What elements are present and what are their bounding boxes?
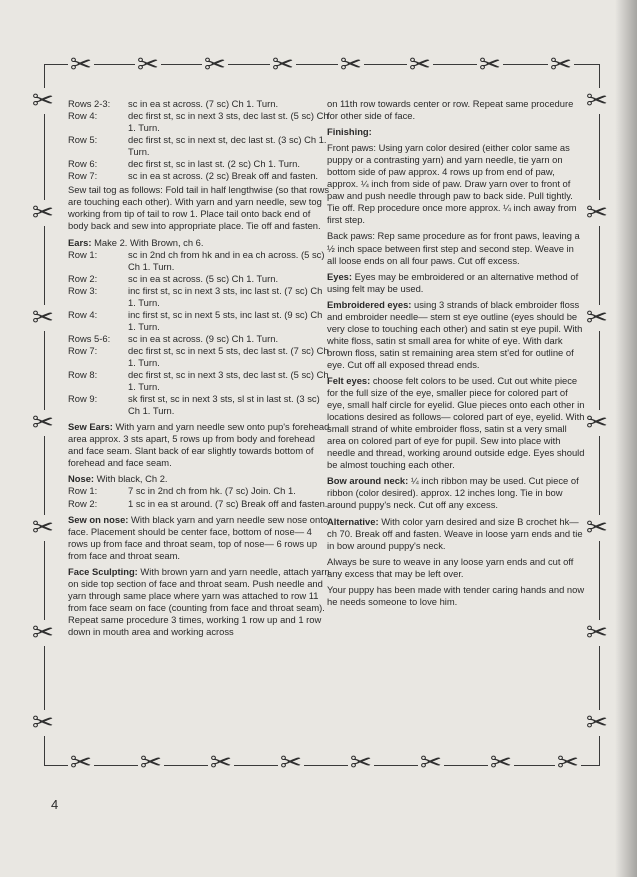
pattern-row: Row 4: inc first st, sc in next 5 sts, inc last st. (9 sc) Ch 1. Turn. [68,308,323,332]
eyes-section: Eyes: Eyes may be embroidered or an alternative method of using felt may be used. [327,270,579,294]
stitch-ornament-icon: ✂ [586,513,608,543]
stitch-ornament-icon: ✂ [420,748,442,778]
section-heading: Face Sculpting: [68,565,138,577]
sew-nose-section: Sew on nose: With black yarn and yarn needle sew nose onto face. Placement should be center face, bottom of nose— 4 rows up from face and throat seam, top of nose— 6 rows up from face and throat seam. [68,513,329,561]
pattern-row: Row 7: sc in ea st across. (2 sc) Break off and fasten. [68,170,319,182]
pattern-row: Row 9: sk first st, sc in next 3 sts, sl st in last st. (3 sc) Ch 1. Turn. [68,393,320,417]
stitch-ornament-icon: ✂ [280,748,302,778]
sew-tail-instructions: Sew tail tog as follows: Fold tail in half lengthwise (so that rows are touching each other). With yarn and yarn needle, sew tog working from tip of tail to row 1. Place tail onto back end of body back and sew into appropriate place. Tie off and fasten. [68,184,330,232]
stitch-ornament-icon: ✂ [32,86,54,116]
pattern-row: Row 2: sc in ea st across. (5 sc) Ch 1. Turn. [68,272,279,284]
page-number: 4 [51,797,59,812]
stitch-ornament-icon: ✂ [32,198,54,228]
stitch-ornament-icon: ✂ [32,618,54,648]
weave-note: Always be sure to weave in any loose yarn ends and cut off any excess that may be left over. [327,555,574,579]
section-heading: Bow around neck: [327,475,409,487]
stitch-ornament-icon: ✂ [586,618,608,648]
stitch-ornament-icon: ✂ [586,86,608,116]
face-sculpting-section: Face Sculpting: With brown yarn and yarn needle, attach yarn on side top section of face and throat seam. Push needle and yarn through same place where yarn was attached to row 11 from face seam on face (counting from face and throat seam). Repeat same procedure 3 times, working 1 row up and 1 row down in mouth area and working across [68,565,330,637]
stitch-ornament-icon: ✂ [70,748,92,778]
pattern-row: Row 6: dec first st, sc in last st. (2 sc) Ch 1. Turn. [68,158,300,170]
pattern-row: Rows 2-3: sc in ea st across. (7 sc) Ch 1. Turn. [68,98,279,109]
pattern-row: Row 5: dec first st, sc in next st, dec last st. (3 sc) Ch 1. Turn. [68,134,327,158]
pattern-row: Row 8: dec first st, sc in next 3 sts, dec last st. (5 sc) Ch 1. Turn. [68,369,329,393]
nose-section: Nose: With black, Ch 2. [68,473,168,485]
section-heading: Sew on nose: [68,513,129,525]
stitch-ornament-icon: ✂ [204,50,226,80]
right-column [327,98,585,612]
stitch-ornament-icon: ✂ [272,50,294,80]
section-heading: Alternative: [327,515,379,527]
finishing-heading: Finishing: [327,126,372,138]
pattern-row: Row 1: sc in 2nd ch from hk and in ea ch across. (5 sc) Ch 1. Turn. [68,248,325,272]
sew-ears-section: Sew Ears: With yarn and yarn needle sew onto pup's forehead area approx. 3 sts apart, 5 rows up from body and forehead and face seam. Slant back of ear slightly towards bottom of forehead and face seam. [68,421,330,469]
back-paws-instructions: Back paws: Rep same procedure as for front paws, leaving a ½ inch space between first step and second step. Weave in all loose ends on all four paws. Cut off excess. [327,230,580,266]
stitch-ornament-icon: ✂ [586,408,608,438]
stitch-ornament-icon: ✂ [557,748,579,778]
stitch-ornament-icon: ✂ [32,513,54,543]
stitch-ornament-icon: ✂ [210,748,232,778]
section-heading: Sew Ears: [68,421,113,433]
ears-section: Ears: Make 2. With Brown, ch 6. [68,236,204,248]
pattern-row: Row 4: dec first st, sc in next 3 sts, dec last st. (5 sc) Ch 1. Turn. [68,110,329,134]
bow-section: Bow around neck: ¼ inch ribbon may be used. Cut piece of ribbon (color desired). approx. 12 inches long. Tie in bow around puppy's neck. Cut off any excess. [327,475,579,511]
stitch-ornament-icon: ✂ [586,708,608,738]
front-paws-instructions: Front paws: Using yarn color desired (either color same as puppy or a contrasting yarn) and yarn needle, tie yarn on bottom side of paw approx. 4 rows up from end of paw, approx. ¼ inch from side of paw. Draw yarn over to front of paw and push needle through paw to back side. Pull tightly. Tie off. Rep procedure once more approx. ¼ inch away from first step. [327,142,577,226]
pattern-row: Row 1: 7 sc in 2nd ch from hk. (7 sc) Join. Ch 1. [68,485,296,497]
embroidered-eyes-section: Embroidered eyes: using 3 strands of black embroider floss and embroider needle— stem st eye outline (eyes should be very close to touching each other) and satin st eye pupil. With white floss, satin st small area for white of eye. With dark brown floss, satin st remaining area stem st'ed for outline of eye. Cut off all exposed thread ends. [327,298,583,370]
felt-eyes-section: Felt eyes: choose felt colors to be used. Cut out white piece for the full size of the eye, smaller piece for colored part of eye, small half circle for eyelid. Glue pieces onto each other in locations desired as follows— colored part of eye, eyelid. With small strand of white embroider floss, satin st a very small area on colored part of eye for pupil. Sew into place with needle and thread, working around outside edge. Eyes should be almost touching each other. [327,374,585,471]
stitch-ornament-icon: ✂ [479,50,501,80]
stitch-ornament-icon: ✂ [32,708,54,738]
section-heading: Eyes: [327,270,353,282]
pattern-row: Row 3: inc first st, sc in next 3 sts, inc last st. (7 sc) Ch 1. Turn. [68,284,323,308]
stitch-ornament-icon: ✂ [137,50,159,80]
stitch-ornament-icon: ✂ [586,198,608,228]
page-edge-shadow [615,0,637,877]
stitch-ornament-icon: ✂ [409,50,431,80]
stitch-ornament-icon: ✂ [70,50,92,80]
pattern-row: Row 7: dec first st, sc in next 5 sts, dec last st. (7 sc) Ch 1. Turn. [68,344,329,368]
stitch-ornament-icon: ✂ [350,748,372,778]
section-heading: Felt eyes: [327,374,371,386]
stitch-ornament-icon: ✂ [550,50,572,80]
alternative-section: Alternative: With color yarn desired and size B crochet hk— ch 70. Break off and fasten. Weave in loose yarn ends and tie in bow around puppy's neck. [327,515,583,551]
section-heading: Ears: [68,236,92,248]
stitch-ornament-icon: ✂ [32,303,54,333]
section-heading: Nose: [68,473,95,485]
face-sculpting-continued: on 11th row towards center or row. Repeat same procedure for other side of face. [327,98,574,122]
left-column [68,98,330,642]
stitch-ornament-icon: ✂ [140,748,162,778]
stitch-ornament-icon: ✂ [340,50,362,80]
stitch-ornament-icon: ✂ [586,303,608,333]
stitch-ornament-icon: ✂ [490,748,512,778]
stitch-ornament-icon: ✂ [32,408,54,438]
closing-note: Your puppy has been made with tender caring hands and now he needs someone to love him. [327,583,585,607]
pattern-row: Rows 5-6: sc in ea st across. (9 sc) Ch 1. Turn. [68,332,279,344]
section-heading: Embroidered eyes: [327,298,412,310]
pattern-row: Row 2: 1 sc in ea st around. (7 sc) Break off and fasten. [68,497,328,509]
